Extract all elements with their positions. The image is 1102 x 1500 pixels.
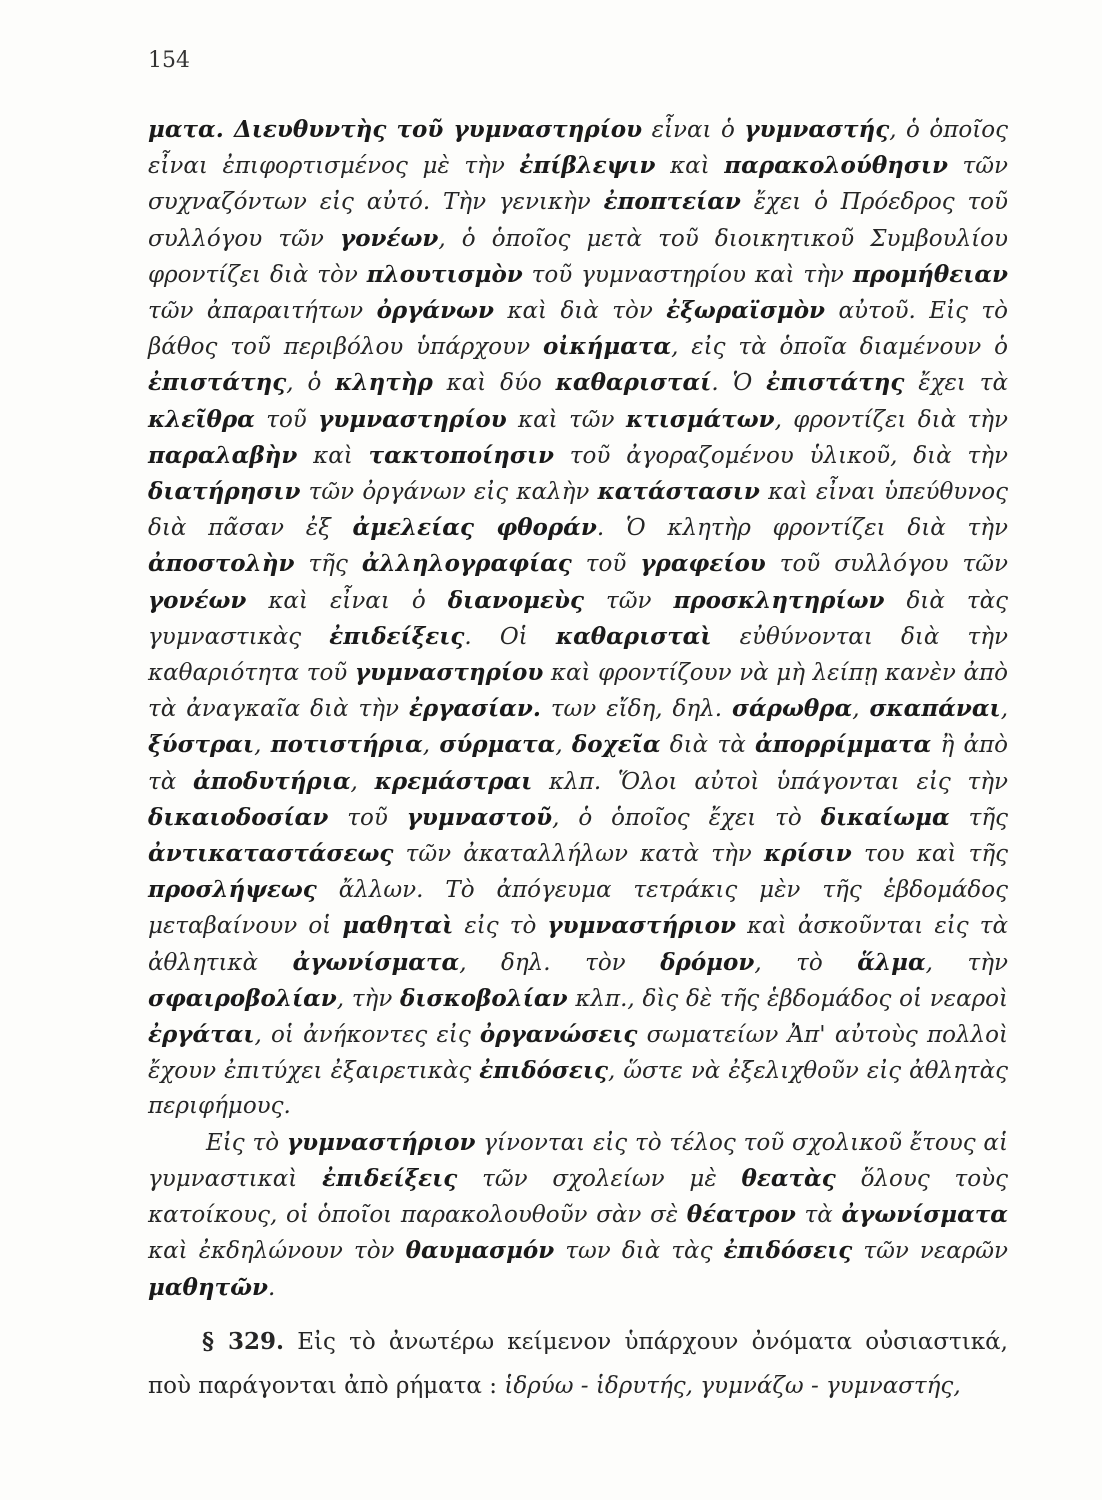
text-run: τῶν ὀργάνων εἰς καλὴν	[300, 479, 598, 506]
bold-term: Διευθυντὴς τοῦ γυμναστηρίου	[233, 116, 643, 143]
bold-term: θαυμασμόν	[405, 1237, 555, 1265]
text-run: , φροντίζει διὰ τὴν	[774, 406, 1008, 433]
bold-term: γυμναστής	[744, 116, 890, 143]
text-run: καὶ εἶναι ὑπεύθυνος διὰ πᾶσαν ἐξ	[148, 479, 1009, 542]
bold-term: καθαρισταί	[555, 369, 712, 397]
bold-term: γυμναστηρίου	[318, 405, 507, 433]
text-run: κλπ. Ὅλοι αὐτοὶ ὑπάγονται εἰς τὴν	[532, 768, 1008, 795]
bold-term: γυμναστοῦ	[406, 803, 553, 831]
bold-term: σκαπάναι	[869, 695, 1001, 723]
bold-term: ματα.	[148, 116, 234, 143]
text-run: , τὸ	[754, 949, 858, 976]
bold-term: ἀπορρίμματα	[755, 731, 932, 759]
text-run: καὶ	[655, 153, 725, 180]
text-run: , ὁ ὁποῖος ἔχει τὸ	[552, 804, 821, 831]
bold-term: μαθητῶν	[148, 1273, 268, 1301]
bold-term: γυμναστηρίου	[354, 659, 544, 687]
bold-term: ἐποπτείαν	[603, 188, 741, 216]
bold-term: ἐπιδόσεις	[479, 1057, 608, 1085]
text-run: τῆς	[949, 804, 1008, 831]
text-run: , οἱ ἀνήκοντες εἰς	[254, 1022, 480, 1049]
bold-term: σφαιροβολίαν	[148, 984, 337, 1012]
text-run: εὐθύνονται διὰ τὴν καθαριότητα τοῦ	[148, 623, 1008, 687]
bold-term: ἀποδυτήρια	[193, 767, 351, 795]
bold-term: παρακολούθησιν	[724, 152, 948, 180]
text-run: . Ὁ κλητὴρ φροντίζει διὰ τὴν	[596, 515, 1008, 542]
bold-term: μαθηταὶ	[342, 912, 454, 940]
bold-term: κλητὴρ	[335, 369, 433, 397]
text-run: των εἴδη, δηλ.	[540, 696, 732, 723]
text-run: καὶ φροντίζουν νὰ μὴ λείπῃ κανὲν ἀπὸ τὰ ἀναγκαῖα διὰ τὴν	[148, 660, 1008, 723]
text-run: , τὴν	[925, 949, 1009, 976]
text-run: ,	[555, 732, 572, 759]
bold-term: ὀργανώσεις	[479, 1021, 638, 1049]
text-run: καὶ ἀσκοῦνται εἰς τὰ ἀθλητικὰ	[148, 913, 1008, 976]
bold-term: ἐπιστάτης	[148, 369, 287, 397]
text-run: ,	[254, 732, 271, 759]
text-run: τῶν ἀκαταλλήλων κατὰ τὴν	[393, 841, 764, 868]
text-run: Εἰς τὸ	[206, 1129, 287, 1156]
text-run: καὶ	[297, 442, 369, 469]
body-text	[148, 112, 1008, 1306]
text-run: ἔχει ὁ Πρόεδρος τοῦ συλλόγου τῶν	[148, 189, 1008, 252]
bold-term: προσκλητηρίων	[673, 586, 885, 614]
bold-term: δοχεῖα	[571, 731, 661, 759]
text-run: διὰ τὰς γυμναστικὰς	[148, 587, 1008, 650]
bold-term: δικαίωμα	[820, 803, 950, 831]
text-run: ,	[1000, 696, 1008, 723]
section-329	[148, 1320, 1008, 1408]
bold-term: ἐπίβλεψιν	[519, 152, 656, 180]
text-run: τοῦ	[328, 804, 407, 831]
text-run: αὐτοῦ. Εἰς τὸ βάθος τοῦ περιβόλου ὑπάρχουν	[148, 298, 1009, 361]
bold-term: θεατὰς	[741, 1164, 836, 1192]
text-run: , ὁ	[286, 370, 336, 397]
text-run: .	[267, 1274, 276, 1301]
text-run: καὶ τῶν	[506, 406, 626, 433]
bold-term: προσλήψεως	[148, 876, 317, 904]
paragraph-2	[148, 1125, 1008, 1306]
text-run: , ὥστε νὰ ἐξελιχθοῦν εἰς ἀθλητὰς περιφήμους.	[148, 1058, 1009, 1120]
bold-term: ὀργάνων	[376, 297, 494, 325]
text-run: , δηλ. τὸν	[459, 949, 661, 976]
text-run: τὰ	[795, 1202, 842, 1229]
text-run: ,	[350, 768, 375, 795]
text-run: τῶν	[583, 587, 674, 614]
bold-term: κατάστασιν	[597, 478, 760, 506]
bold-term: σάρωθρα	[731, 695, 853, 723]
bold-term: ἀγωνίσματα	[292, 948, 460, 976]
text-run: κλπ., δὶς δὲ τῆς ἑβδομάδος οἱ νεαροὶ	[567, 985, 1008, 1012]
text-run: των διὰ τὰς	[554, 1238, 724, 1265]
bold-term: ἐπιστάτης	[766, 369, 905, 397]
bold-term: δικαιοδοσίαν	[148, 803, 329, 831]
bold-term: γυμναστήριον	[547, 912, 736, 940]
section-examples: ἱδρύω - ἱδρυτής, γυμνάζω - γυμναστής,	[504, 1373, 961, 1399]
bold-term: ἐπιδείξεις	[329, 622, 465, 650]
text-run: εἰς τὸ	[453, 913, 548, 940]
bold-term: ποτιστήρια	[270, 731, 423, 759]
bold-term: προμήθειαν	[852, 260, 1008, 288]
text-run: ,	[422, 732, 440, 759]
page-number: 154	[148, 48, 190, 73]
bold-term: ἐργασίαν.	[408, 695, 541, 723]
text-run: του καὶ τῆς	[851, 841, 1008, 868]
bold-term: γραφείου	[640, 550, 766, 578]
text-run: ἔχει τὰ	[904, 370, 1008, 397]
text-run: τοῦ ἀγοραζομένου ὑλικοῦ, διὰ τὴν	[553, 442, 1008, 469]
bold-term: γυμναστήριον	[286, 1128, 476, 1156]
text-run: τῶν ἀπαραιτήτων	[148, 298, 377, 325]
bold-term: κτισμάτων	[625, 405, 775, 433]
section-number: § 329.	[202, 1328, 284, 1355]
bold-term: ἐπιδόσεις	[723, 1237, 853, 1265]
bold-term: ἀντικαταστάσεως	[148, 840, 394, 868]
bold-term: παραλαβὴν	[148, 441, 298, 469]
bold-term: γονέων	[148, 586, 247, 614]
bold-term: ἀποστολὴν	[148, 550, 295, 578]
bold-term: ἀμελείας φθοράν	[352, 514, 597, 542]
text-run: ἄλλων. Τὸ ἀπόγευμα τετράκις μὲν τῆς ἑβδομάδος μεταβαίνουν οἱ	[148, 877, 1008, 940]
text-run: τῆς	[294, 551, 362, 578]
bold-term: ἐπιδείξεις	[322, 1164, 458, 1192]
bold-term: ἐξωραϊσμὸν	[666, 297, 826, 325]
text-run: τῶν νεαρῶν	[852, 1238, 1009, 1265]
bold-term: κρίσιν	[764, 840, 852, 868]
text-run: , εἰς τὰ ὁποῖα διαμένουν ὁ	[671, 334, 1008, 361]
text-run: . Ὁ	[711, 370, 767, 397]
section-text: Εἰς τὸ ἀνωτέρω κείμενον ὑπάρχουν ὀνόματα οὐσιαστικά, ποὺ παράγονται ἀπὸ ρήματα :	[148, 1329, 1008, 1399]
bold-term: κρεμάστραι	[374, 767, 533, 795]
text-run: γίνονται εἰς τὸ τέλος τοῦ σχολικοῦ ἔτους αἱ γυμναστικαὶ	[148, 1129, 1008, 1192]
bold-term: κλεῖθρα	[148, 405, 255, 433]
text-run: ὅλους τοὺς κατοίκους, οἱ ὁποῖοι παρακολουθοῦν σὰν σὲ	[148, 1165, 1008, 1229]
bold-term: δρόμον	[660, 948, 755, 976]
bold-term: σύρματα	[439, 731, 556, 759]
text-run: διὰ τὰ	[660, 732, 756, 759]
text-run: , ὁ ὁποῖος εἶναι ἐπιφορτισμένος μὲ τὴν	[148, 117, 1008, 180]
text-run: καὶ διὰ τὸν	[493, 298, 667, 325]
text-run: τοῦ γυμναστηρίου καὶ τὴν	[522, 261, 853, 288]
text-run: καὶ δύο	[432, 370, 556, 397]
bold-term: δισκοβολίαν	[400, 984, 568, 1012]
text-run: ἢ ἀπὸ τὰ	[148, 732, 1009, 795]
text-run: καὶ εἶναι ὁ	[246, 587, 448, 614]
bold-term: ἀγωνίσματα	[841, 1201, 1008, 1229]
text-run: εἶναι ὁ	[642, 117, 745, 143]
bold-term: οἰκήματα	[542, 333, 672, 361]
bold-term: γονέων	[340, 224, 439, 252]
text-run: τῶν συχναζόντων εἰς αὐτό. Τὴν γενικὴν	[148, 153, 1008, 216]
text-run: , ὁ ὁποῖος μετὰ τοῦ διοικητικοῦ Συμβουλίου φροντίζει διὰ τὸν	[148, 225, 1009, 288]
bold-term: καθαρισταὶ	[555, 622, 712, 650]
text-run: σωματείων Ἀπ' αὐτοὺς πολλοὶ ἔχουν ἐπιτύχει ἐξαιρετικὰς	[148, 1022, 1008, 1085]
bold-term: ἀλληλογραφίας	[361, 550, 572, 578]
text-run: ,	[852, 696, 870, 723]
text-run: τοῦ	[254, 406, 319, 433]
text-run: καὶ ἐκδηλώνουν τὸν	[148, 1238, 406, 1265]
paragraph-1	[148, 112, 1008, 1125]
bold-term: ἅλμα	[857, 948, 926, 976]
bold-term: διανομεὺς	[447, 586, 584, 614]
bold-term: θέατρον	[686, 1201, 796, 1229]
bold-term: τακτοποίησιν	[368, 441, 554, 469]
text-run: τῶν σχολείων μὲ	[457, 1165, 742, 1192]
bold-term: πλουτισμὸν	[366, 260, 523, 288]
text-run: , τὴν	[336, 985, 401, 1012]
bold-term: ἐργάται	[148, 1021, 255, 1049]
text-run: τοῦ	[571, 551, 641, 578]
text-run: . Οἱ	[464, 623, 556, 650]
bold-term: διατήρησιν	[148, 478, 301, 506]
bold-term: ξύστραι	[148, 731, 255, 759]
text-run: τοῦ συλλόγου τῶν	[765, 551, 1008, 578]
